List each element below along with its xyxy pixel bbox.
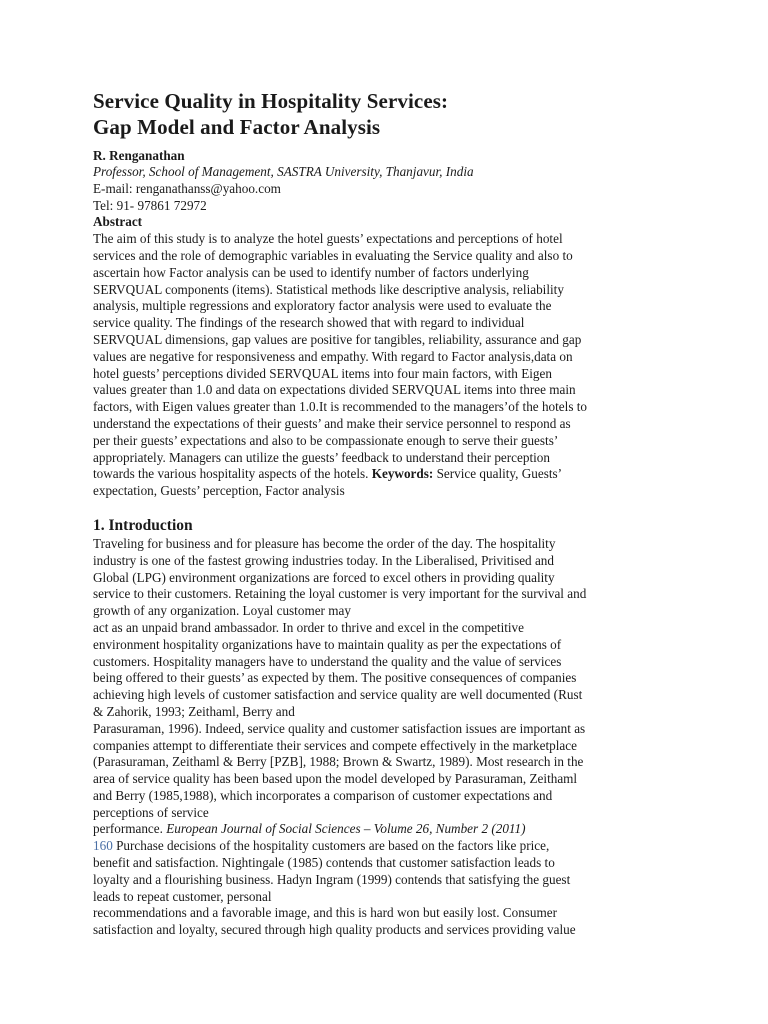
intro-line: being offered to their guests’ as expected by them. The positive consequences of companies: [93, 670, 577, 686]
intro-line: industry is one of the fastest growing industries today. In the Liberalised, Privitised and: [93, 552, 554, 568]
intro-line-text: Purchase decisions of the hospitality customers are based on the factors like price,: [112, 838, 550, 854]
abstract-line: per their guests’ expectations and also to be compassionate enough to serve their guests’: [93, 432, 559, 448]
abstract-heading: Abstract: [93, 214, 143, 230]
paper-title: [93, 88, 685, 140]
author-affiliation: Professor, School of Management, SASTRA University, Thanjavur, India: [93, 164, 474, 179]
intro-line: growth of any organization. Loyal customer may: [93, 603, 351, 619]
paper-title-line-2: Gap Model and Factor Analysis: [93, 115, 381, 139]
page-number-line: [93, 838, 685, 855]
abstract-line: analysis, multiple regressions and exploratory factor analysis were used to evaluate the: [93, 298, 552, 314]
intro-line: and Berry (1985,1988), which incorporates a comparison of customer expectations and: [93, 787, 553, 803]
intro-line: Traveling for business and for pleasure has become the order of the day. The hospitality: [93, 535, 556, 551]
abstract-line: service quality. The findings of the research showed that with regard to individual: [93, 315, 525, 331]
intro-line: service to their customers. Retaining the loyal customer is very important for the survival and: [93, 586, 587, 602]
author-email: E-mail: renganathanss@yahoo.com: [93, 180, 281, 196]
keywords-text: Service quality, Guests’: [433, 466, 563, 482]
abstract-line: SERVQUAL dimensions, gap values are positive for tangibles, reliability, assurance and gap: [93, 331, 582, 347]
intro-line: Parasuraman, 1996). Indeed, service quality and customer satisfaction issues are important as: [93, 720, 586, 736]
paper-title-line-1: Service Quality in Hospitality Services:: [93, 89, 449, 113]
abstract-line: values greater than 1.0 and data on expectations divided SERVQUAL items into three main: [93, 382, 576, 398]
abstract-line: ascertain how Factor analysis can be used to identify number of factors underlying: [93, 264, 529, 280]
intro-line: act as an unpaid brand ambassador. In order to thrive and excel in the competitive: [93, 619, 525, 635]
intro-line: environment hospitality organizations have to maintain quality as per the expectations of: [93, 636, 562, 652]
introduction-body: [93, 536, 685, 939]
intro-line: & Zahorik, 1993; Zeithaml, Berry and: [93, 703, 295, 719]
abstract-line-text: towards the various hospitality aspects of the hotels.: [93, 466, 372, 482]
introduction-heading: 1. Introduction: [93, 516, 193, 534]
abstract-line: factors, with Eigen values greater than 1.0.It is recommended to the managers’of the hotels to: [93, 399, 588, 415]
abstract-line: values are negative for responsiveness and empathy. With regard to Factor analysis,data on: [93, 348, 573, 364]
intro-line: achieving high levels of customer satisfaction and service quality are well documented (Rust: [93, 687, 583, 703]
intro-line: area of service quality has been based upon the model developed by Parasuraman, Zeithaml: [93, 771, 578, 787]
abstract-line: SERVQUAL components (items). Statistical methods like descriptive analysis, reliability: [93, 281, 564, 297]
journal-reference-line: [93, 821, 685, 838]
intro-line: loyalty and a flourishing business. Hadyn Ingram (1999) contends that satisfying the guest: [93, 871, 571, 887]
abstract-line: hotel guests’ perceptions divided SERVQUAL items into four main factors, with Eigen: [93, 365, 552, 381]
intro-line: perceptions of service: [93, 804, 209, 820]
author-phone: Tel: 91- 97861 72972: [93, 197, 207, 213]
intro-line: companies attempt to differentiate their services and compete effectively in the marketplace: [93, 737, 577, 753]
intro-line: benefit and satisfaction. Nightingale (1985) contends that customer satisfaction leads to: [93, 855, 555, 871]
journal-reference: European Journal of Social Sciences – Volume 26, Number 2 (2011): [166, 821, 526, 837]
intro-line: (Parasuraman, Zeithaml & Berry [PZB], 1988; Brown & Swartz, 1989). Most research in the: [93, 754, 584, 770]
abstract-line: services and the role of demographic variables in evaluating the Service quality and also to: [93, 247, 573, 263]
abstract-line: The aim of this study is to analyze the hotel guests’ expectations and perceptions of hotel: [93, 231, 563, 247]
abstract-body: [93, 231, 685, 500]
keywords-text-continued: expectation, Guests’ perception, Factor analysis: [93, 483, 345, 499]
intro-line: Global (LPG) environment organizations are forced to excel others in providing quality: [93, 569, 555, 585]
intro-line: recommendations and a favorable image, and this is hard won but easily lost. Consumer: [93, 905, 558, 921]
intro-line: customers. Hospitality managers have to understand the quality and the value of services: [93, 653, 562, 669]
page-number: 160: [93, 838, 113, 854]
article-content: [93, 88, 685, 939]
abstract-line: understand the expectations of their guests’ and make their service personnel to respond as: [93, 415, 571, 431]
intro-line-text: performance.: [93, 821, 167, 837]
author-name: R. Renganathan: [93, 148, 185, 163]
intro-line: satisfaction and loyalty, secured through high quality products and services providing value: [93, 922, 576, 938]
intro-line: leads to repeat customer, personal: [93, 888, 272, 904]
keywords-label: Keywords:: [371, 466, 434, 482]
abstract-line: appropriately. Managers can utilize the guests’ feedback to understand their perception: [93, 449, 550, 465]
abstract-keywords-line: [93, 466, 685, 483]
